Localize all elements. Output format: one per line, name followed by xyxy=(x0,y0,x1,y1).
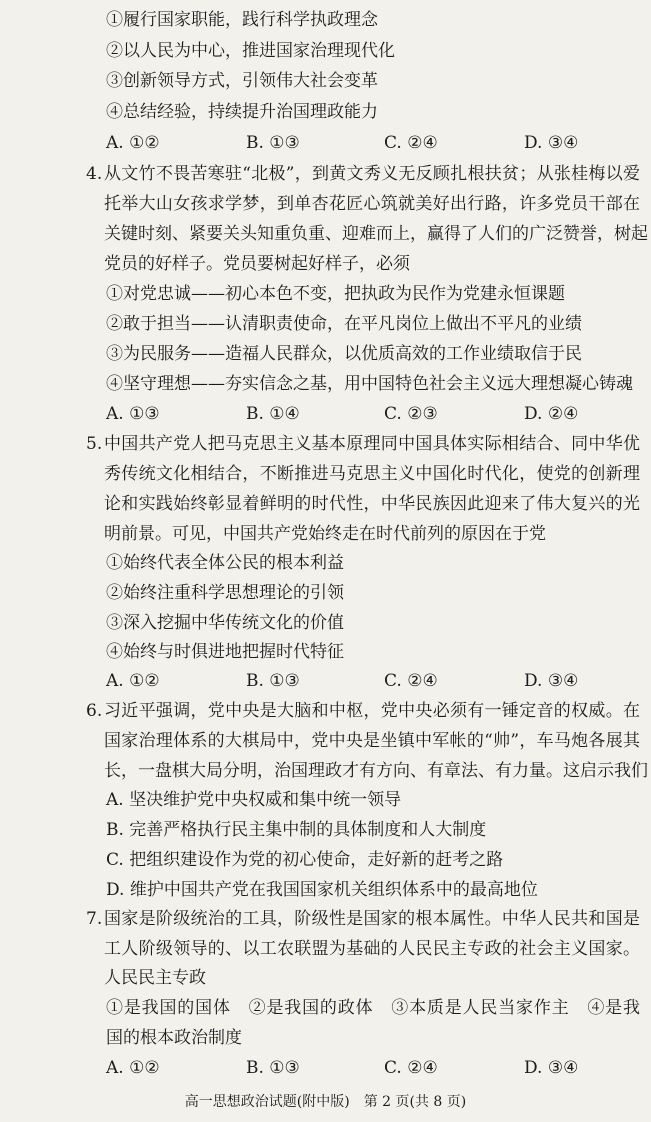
q6-stem-line-2: 国家治理体系的大棋局中，党中央是坐镇中军帐的“帅”，车马炮各展其 xyxy=(104,731,640,751)
q4-choice-d[interactable]: D. ②④ xyxy=(524,404,579,424)
q4-choice-b[interactable]: B. ①④ xyxy=(246,404,300,424)
q7-choice-d[interactable]: D. ③④ xyxy=(524,1058,579,1078)
q5-statement-1: ①始终代表全体公民的根本利益 xyxy=(106,553,344,573)
q5-choice-d[interactable]: D. ③④ xyxy=(524,671,579,691)
q7-choice-b[interactable]: B. ①③ xyxy=(246,1058,300,1078)
q4-stem-line-2: 托举大山女孩求学梦，到单杏花匠心筑就美好出行路，许多党员干部在 xyxy=(104,194,640,214)
q4-statement-1: ①对党忠诚——初心本色不变，把执政为民作为党建永恒课题 xyxy=(106,284,565,304)
q6-stem-line-1: 习近平强调，党中央是大脑和中枢，党中央必须有一锤定音的权威。在 xyxy=(104,701,640,721)
q7-stem-line-1: 国家是阶级统治的工具，阶级性是国家的根本属性。中华人民共和国是 xyxy=(104,909,640,929)
q5-number: 5. xyxy=(86,434,103,454)
q4-stem-line-3: 关键时刻、紧要关头知重负重、迎难而上，赢得了人们的广泛赞誉，树起 xyxy=(104,224,648,244)
q5-stem-line-4: 明前景。可见，中国共产党始终走在时代前列的原因在于党 xyxy=(104,524,546,544)
q3-choices xyxy=(106,132,626,154)
q5-statement-2: ②始终注重科学思想理论的引领 xyxy=(106,583,344,603)
q6-stem-line-3: 长，一盘棋大局分明，治国理政才有方向、有章法、有力量。这启示我们 xyxy=(104,761,648,781)
q4-choices xyxy=(106,403,626,425)
q5-choices xyxy=(106,670,626,692)
q4-statement-2: ②敢于担当——认清职责使命，在平凡岗位上做出不平凡的业绩 xyxy=(106,314,582,334)
q3-statement-2: ②以人民为中心，推进国家治理现代化 xyxy=(106,41,395,61)
q5-choice-b[interactable]: B. ①③ xyxy=(246,671,300,691)
q6-option-b[interactable]: B. 完善严格执行民主集中制的具体制度和人大制度 xyxy=(106,820,487,840)
q3-choice-b[interactable]: B. ①③ xyxy=(246,133,300,153)
q7-statement-line-2: 国的根本政治制度 xyxy=(106,1028,242,1048)
q5-statement-3: ③深入挖掘中华传统文化的价值 xyxy=(106,613,344,633)
q6-option-d[interactable]: D. 维护中国共产党在我国国家机关组织体系中的最高地位 xyxy=(106,880,538,900)
q7-choice-c[interactable]: C. ②④ xyxy=(384,1058,438,1078)
q6-option-c[interactable]: C. 把组织建设作为党的初心使命，走好新的赶考之路 xyxy=(106,850,504,870)
q7-statement-line-1: ①是我国的国体 ②是我国的政体 ③本质是人民当家作主 ④是我 xyxy=(106,998,640,1018)
q5-choice-c[interactable]: C. ②④ xyxy=(384,671,438,691)
q3-statement-3: ③创新领导方式，引领伟大社会变革 xyxy=(106,71,378,91)
q4-statement-4: ④坚守理想——夯实信念之基，用中国特色社会主义远大理想凝心铸魂 xyxy=(106,374,633,394)
q7-number: 7. xyxy=(86,909,103,929)
q5-stem-line-2: 秀传统文化相结合，不断推进马克思主义中国化时代化，使党的创新理 xyxy=(104,464,640,484)
q3-choice-d[interactable]: D. ③④ xyxy=(524,133,579,153)
q3-choice-c[interactable]: C. ②④ xyxy=(384,133,438,153)
q3-statement-1: ①履行国家职能，践行科学执政理念 xyxy=(106,10,378,30)
q7-stem-line-3: 人民民主专政 xyxy=(104,968,206,988)
page-footer: 高一思想政治试题(附中版) 第 2 页(共 8 页) xyxy=(184,1094,467,1110)
q4-statement-3: ③为民服务——造福人民群众，以优质高效的工作业绩取信于民 xyxy=(106,344,582,364)
q4-choice-a[interactable]: A. ①③ xyxy=(106,404,160,424)
q3-statement-4: ④总结经验，持续提升治国理政能力 xyxy=(106,102,378,122)
q6-option-a[interactable]: A. 坚决维护党中央权威和集中统一领导 xyxy=(106,790,402,810)
q5-stem-line-1: 中国共产党人把马克思主义基本原理同中国具体实际相结合、同中华优 xyxy=(104,434,640,454)
q5-stem-line-3: 论和实践始终彰显着鲜明的时代性，中华民族因此迎来了伟大复兴的光 xyxy=(104,494,640,514)
q4-choice-c[interactable]: C. ②③ xyxy=(384,404,438,424)
q7-stem-line-2: 工人阶级领导的、以工农联盟为基础的人民民主专政的社会主义国家。 xyxy=(104,939,640,959)
q4-stem-line-4: 党员的好样子。党员要树起好样子，必须 xyxy=(104,254,410,274)
q4-number: 4. xyxy=(86,164,103,184)
q7-choices xyxy=(106,1057,626,1079)
q4-stem-line-1: 从文竹不畏苦寒驻“北极”，到黄文秀义无反顾扎根扶贫；从张桂梅以爱 xyxy=(104,164,640,184)
q5-statement-4: ④始终与时俱进地把握时代特征 xyxy=(106,642,344,662)
q6-number: 6. xyxy=(86,701,103,721)
q5-choice-a[interactable]: A. ①② xyxy=(106,671,160,691)
q3-choice-a[interactable]: A. ①② xyxy=(106,133,160,153)
q7-choice-a[interactable]: A. ①② xyxy=(106,1058,160,1078)
